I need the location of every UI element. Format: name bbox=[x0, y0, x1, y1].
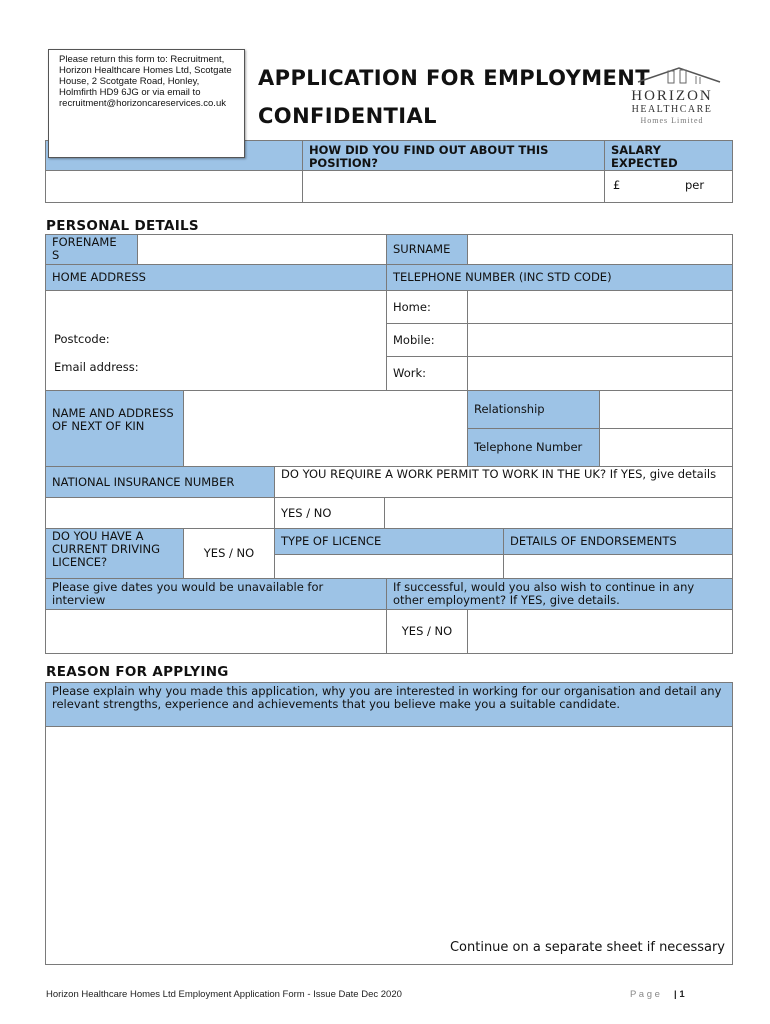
company-logo bbox=[612, 62, 732, 134]
mobile-phone-label: Mobile: bbox=[386, 323, 468, 357]
work-permit-question: DO YOU REQUIRE A WORK PERMIT TO WORK IN THE UK? If YES, give details bbox=[274, 466, 733, 498]
driving-licence-label: DO YOU HAVE A CURRENT DRIVING LICENCE? bbox=[45, 528, 184, 579]
other-employment-label: If successful, would you also wish to continue in any other employment? If YES, give details. bbox=[386, 578, 733, 610]
surname-field[interactable] bbox=[467, 234, 733, 265]
personal-details-heading: PERSONAL DETAILS bbox=[46, 218, 199, 234]
mobile-phone-field[interactable] bbox=[467, 323, 733, 357]
logo-line1: HORIZON bbox=[631, 88, 713, 104]
endorsements-label: DETAILS OF ENDORSEMENTS bbox=[503, 528, 733, 555]
footer-text: Horizon Healthcare Homes Ltd Employment Application Form - Issue Date Dec 2020 bbox=[46, 989, 402, 1000]
unavailable-dates-field[interactable] bbox=[45, 609, 387, 654]
other-employment-field[interactable] bbox=[467, 609, 733, 654]
relationship-label: Relationship bbox=[467, 390, 600, 429]
kin-telephone-label: Telephone Number bbox=[467, 428, 600, 467]
work-phone-label: Work: bbox=[386, 356, 468, 391]
forenames-field[interactable] bbox=[137, 234, 387, 265]
email-label: Email address: bbox=[54, 360, 139, 374]
reason-field[interactable] bbox=[45, 726, 733, 965]
ni-number-label: NATIONAL INSURANCE NUMBER bbox=[45, 466, 275, 498]
reason-heading: REASON FOR APPLYING bbox=[46, 664, 229, 680]
kin-telephone-field[interactable] bbox=[599, 428, 733, 467]
licence-type-field[interactable] bbox=[274, 554, 504, 579]
unavailable-dates-label: Please give dates you would be unavailable for interview bbox=[45, 578, 387, 610]
return-instructions: Please return this form to: Recruitment, Horizon Healthcare Homes Ltd, Scotgate House, 2 Scotgate Road, Honley, Holmfirth HD9 6JG or via email to recruitment@horizoncareservices.co.uk bbox=[48, 49, 245, 158]
logo-line3: Homes Limited bbox=[640, 116, 704, 125]
position-field[interactable] bbox=[45, 170, 303, 203]
postcode-label: Postcode: bbox=[54, 332, 110, 346]
currency-symbol: £ bbox=[613, 178, 621, 192]
salary-field[interactable] bbox=[604, 170, 733, 203]
forenames-label: FORENAME S bbox=[45, 234, 138, 265]
work-permit-yes-no[interactable]: YES / NO bbox=[274, 497, 385, 529]
page-number: | 1 bbox=[674, 989, 685, 1000]
page-label: P a g e bbox=[630, 989, 660, 1000]
ni-number-field[interactable] bbox=[45, 497, 275, 529]
relationship-field[interactable] bbox=[599, 390, 733, 429]
home-address-label: HOME ADDRESS bbox=[45, 264, 387, 291]
reason-instructions: Please explain why you made this application, why you are interested in working for our organisation and detail any relevant strengths, experience and achievements that you believe make you a suitable candidate. bbox=[45, 682, 733, 727]
work-permit-details-field[interactable] bbox=[384, 497, 733, 529]
home-phone-label: Home: bbox=[386, 290, 468, 324]
how-found-header: HOW DID YOU FIND OUT ABOUT THIS POSITION? bbox=[302, 140, 605, 171]
home-phone-field[interactable] bbox=[467, 290, 733, 324]
salary-per-label: per bbox=[685, 178, 705, 192]
surname-label: SURNAME bbox=[386, 234, 468, 265]
endorsements-field[interactable] bbox=[503, 554, 733, 579]
other-employment-yes-no[interactable]: YES / NO bbox=[386, 609, 468, 654]
how-found-field[interactable] bbox=[302, 170, 605, 203]
next-of-kin-field[interactable] bbox=[183, 390, 468, 467]
driving-licence-yes-no[interactable]: YES / NO bbox=[183, 528, 275, 579]
confidential-label: CONFIDENTIAL bbox=[258, 104, 437, 128]
form-title: APPLICATION FOR EMPLOYMENT bbox=[258, 66, 650, 90]
home-address-field[interactable] bbox=[45, 290, 387, 391]
logo-line2: HEALTHCARE bbox=[631, 104, 713, 115]
next-of-kin-label: NAME AND ADDRESS OF NEXT OF KIN bbox=[45, 390, 184, 467]
telephone-label: TELEPHONE NUMBER (INC STD CODE) bbox=[386, 264, 733, 291]
work-phone-field[interactable] bbox=[467, 356, 733, 391]
licence-type-label: TYPE OF LICENCE bbox=[274, 528, 504, 555]
salary-header: SALARY EXPECTED bbox=[604, 140, 733, 171]
continue-note: Continue on a separate sheet if necessary bbox=[449, 940, 725, 955]
page-number-value: 1 bbox=[679, 989, 685, 1000]
